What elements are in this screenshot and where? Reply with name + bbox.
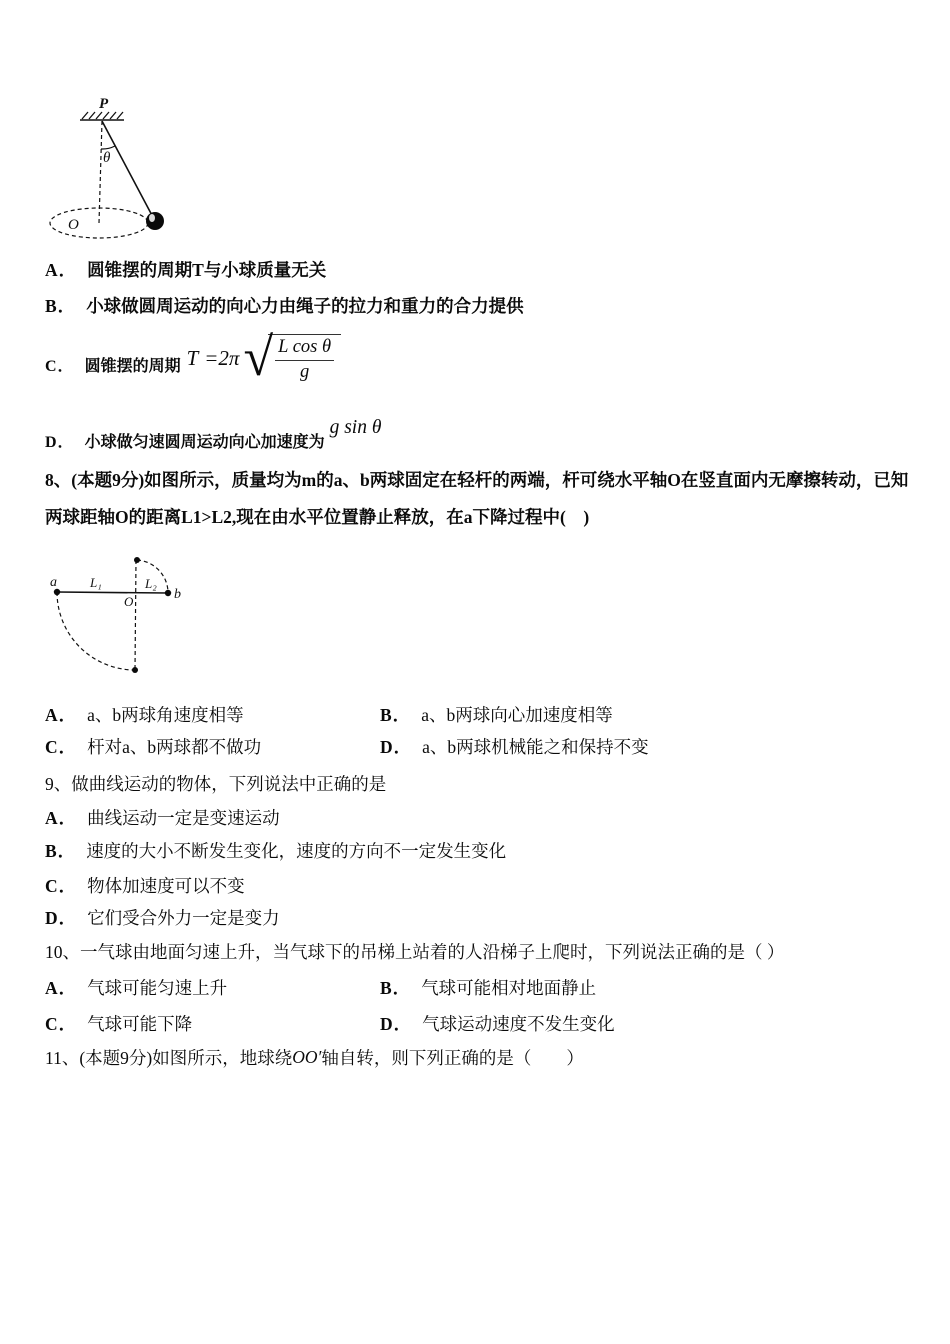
- q8-option-c: [45, 734, 380, 759]
- ball-b: [165, 590, 171, 596]
- vertical-dashed-line: [135, 560, 136, 670]
- option-label: C．: [45, 357, 75, 375]
- q10-options-row-1: [45, 972, 919, 1002]
- q7-option-b: [45, 290, 524, 320]
- q10-options-row-2: [45, 1008, 919, 1038]
- fraction-denominator: g: [299, 361, 310, 382]
- option-text: 气球可能匀速上升: [87, 977, 228, 998]
- bottom-position-dot: [132, 667, 138, 673]
- q7-option-d: [45, 404, 381, 454]
- q11-stem-suffix: 轴自转，则下列正确的是（ ）: [321, 1047, 584, 1068]
- option-text: 气球可能下降: [87, 1013, 193, 1034]
- option-text: 气球可能相对地面静止: [421, 977, 597, 998]
- q8-option-a: [45, 702, 380, 727]
- q8-options-row-2: [45, 731, 919, 761]
- q10-option-b: [380, 975, 919, 1000]
- option-label: C．: [45, 736, 78, 757]
- option-text: 小球做匀速圆周运动向心加速度为: [84, 434, 325, 451]
- option-label: A．: [45, 807, 78, 828]
- option-text: 曲线运动一定是变速运动: [87, 807, 280, 828]
- option-label: B．: [45, 840, 77, 861]
- option-text: 气球运动速度不发生变化: [422, 1013, 615, 1034]
- option-label: A．: [45, 704, 78, 725]
- ball-a-label: a: [50, 575, 57, 590]
- q8-option-d: [380, 734, 919, 759]
- top-position-dot: [134, 557, 140, 563]
- option-label: D．: [45, 434, 75, 451]
- q7-option-a: [45, 254, 326, 284]
- axis-o-label: O: [124, 594, 134, 609]
- q10-option-d: [380, 1011, 919, 1036]
- option-text: a、b两球角速度相等: [87, 704, 244, 725]
- period-formula: [186, 327, 341, 387]
- formula-lhs: T: [186, 345, 199, 370]
- q8-options-row-1: [45, 699, 919, 729]
- pendulum-string: [102, 121, 155, 221]
- rod-diagram: [42, 548, 192, 683]
- option-label: A．: [45, 259, 78, 280]
- question-9-stem: 9、做曲线运动的物体，下列说法中正确的是: [45, 773, 387, 794]
- formula-equals: =2π: [204, 345, 240, 370]
- option-label: B．: [45, 295, 77, 316]
- option-text: 物体加速度可以不变: [87, 875, 245, 896]
- option-text: 圆锥摆的周期T与小球质量无关: [87, 259, 327, 280]
- question-11-stem: [45, 1042, 584, 1072]
- conical-pendulum-diagram: [42, 92, 177, 247]
- option-text: 圆锥摆的周期: [84, 357, 181, 375]
- option-label: C．: [45, 875, 78, 896]
- ceiling-hatching: [80, 112, 124, 120]
- acceleration-formula: g sin θ: [329, 417, 382, 438]
- option-text: 杆对a、b两球都不做功: [87, 736, 262, 757]
- fraction-numerator: L cos θ: [275, 337, 334, 361]
- radicand-fraction: [268, 334, 341, 383]
- q9-option-b: [45, 835, 506, 865]
- ball-b-label: b: [174, 587, 181, 602]
- option-label: D．: [380, 1013, 413, 1034]
- square-root: [243, 327, 341, 387]
- pendulum-ball: [146, 212, 164, 230]
- q9-option-d: [45, 902, 280, 932]
- question-8-stem: 8、(本题9分)如图所示，质量均为m的a、b两球固定在轻杆的两端，杆可绕水平轴O在竖直面内无摩擦转动，已知两球距轴O的距离L1>L2,现在由水平位置静止释放，在a下降过程中( ): [45, 470, 909, 527]
- option-label: B．: [380, 704, 412, 725]
- option-label: A．: [45, 977, 78, 998]
- option-text: a、b两球向心加速度相等: [421, 704, 613, 725]
- question-10-stem: 10、一气球由地面匀速上升，当气球下的吊梯上站着的人沿梯子上爬时，下列说法正确的是（ ）: [45, 941, 785, 962]
- q9-option-c: [45, 870, 245, 900]
- angle-arc: [101, 146, 115, 149]
- option-label: D．: [45, 907, 78, 928]
- q7-option-c: [45, 328, 341, 400]
- option-text: 速度的大小不断发生变化，速度的方向不一定发生变化: [86, 840, 507, 861]
- q11-stem-prefix: 11、(本题9分)如图所示，地球绕: [45, 1047, 293, 1068]
- option-text: 小球做圆周运动的向心力由绳子的拉力和重力的合力提供: [86, 295, 524, 316]
- option-label: C．: [45, 1013, 78, 1034]
- option-text: a、b两球机械能之和保持不变: [422, 736, 649, 757]
- option-label: D．: [380, 736, 413, 757]
- q11-rotation-axis: OO′: [292, 1046, 322, 1067]
- option-text: 它们受合外力一定是变力: [87, 907, 280, 928]
- angle-theta-label: θ: [103, 150, 111, 166]
- length-l1-label: L₁: [90, 575, 102, 590]
- rod: [57, 592, 168, 593]
- q9-option-a: [45, 802, 280, 832]
- q8-option-b: [380, 702, 919, 727]
- ball-highlight: [149, 214, 155, 222]
- option-label: B．: [380, 977, 412, 998]
- radical-sign: √: [243, 327, 274, 387]
- length-l2-label: L₂: [145, 576, 157, 591]
- pivot-p-label: P: [99, 96, 109, 112]
- q10-option-c: [45, 1011, 380, 1036]
- q10-option-a: [45, 975, 380, 1000]
- circle-center-o-label: O: [68, 217, 79, 233]
